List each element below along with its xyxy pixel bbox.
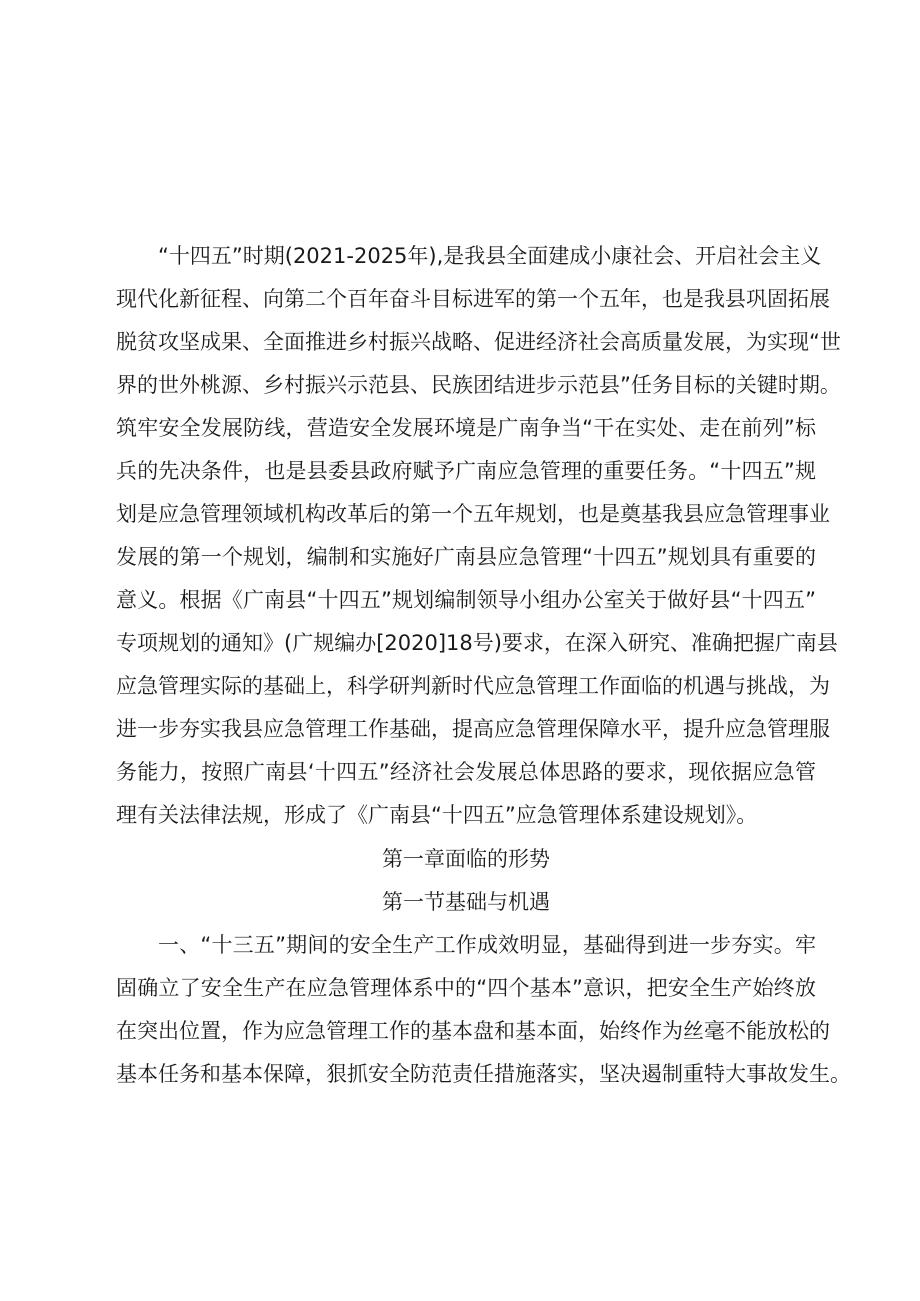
section-paragraph-line: 一、“十三五”期间的安全生产工作成效明显，基础得到进一步夯实。牢: [158, 933, 816, 957]
intro-paragraph-line: 现代化新征程、向第二个百年奋斗目标进军的第一个五年，也是我县巩固拓展: [116, 287, 830, 311]
intro-paragraph-line: 兵的先决条件，也是县委县政府赋予广南应急管理的重要任务。“十四五”规: [116, 459, 816, 483]
intro-paragraph-line: 务能力，按照广南县‘十四五”经济社会发展总体思路的要求，现依据应急管: [116, 760, 816, 784]
intro-paragraph-line: 界的世外桃源、乡村振兴示范县、民族团结进步示范县”任务目标的关键时期。: [116, 373, 841, 397]
intro-paragraph-line: 发展的第一个规划，编制和实施好广南县应急管理“十四五”规划具有重要的: [116, 545, 816, 569]
intro-paragraph-line: 脱贫攻坚成果、全面推进乡村振兴战略、促进经济社会高质量发展，为实现“世: [116, 330, 841, 354]
section-paragraph-line: 在突出位置，作为应急管理工作的基本盘和基本面，始终作为丝毫不能放松的: [116, 1019, 830, 1043]
chapter-title: 第一章面临的形势: [382, 847, 550, 871]
intro-paragraph-line: 理有关法律法规，形成了《广南县“十四五”应急管理体系建设规划》。: [116, 803, 758, 827]
intro-paragraph-line: 应急管理实际的基础上，科学研判新时代应急管理工作面临的机遇与挑战，为: [116, 674, 830, 698]
section-paragraph-line: 固确立了安全生产在应急管理体系中的“四个基本”意识，把安全生产始终放: [116, 976, 816, 1000]
intro-paragraph-line: 专项规划的通知》(广规编办[2020]18号)要求，在深入研究、准确把握广南县: [116, 631, 838, 655]
intro-paragraph-line: 划是应急管理领域机构改革后的第一个五年规划，也是奠基我县应急管理事业: [116, 502, 830, 526]
intro-paragraph-line: 进一步夯实我县应急管理工作基础，提高应急管理保障水平，提升应急管理服: [116, 717, 830, 741]
section-title: 第一节基础与机遇: [382, 890, 550, 914]
intro-paragraph-line: 意义。根据《广南县“十四五”规划编制领导小组办公室关于做好县“十四五”: [116, 588, 816, 612]
section-paragraph-line: 基本任务和基本保障，狠抓安全防范责任措施落实，坚决遏制重特大事故发生。: [116, 1062, 851, 1086]
intro-paragraph-line: 筑牢安全发展防线，营造安全发展环境是广南争当“干在实处、走在前列”标: [116, 416, 816, 440]
intro-paragraph-line: “十四五”时期(2021-2025年),是我县全面建成小康社会、开启社会主义: [158, 244, 822, 268]
